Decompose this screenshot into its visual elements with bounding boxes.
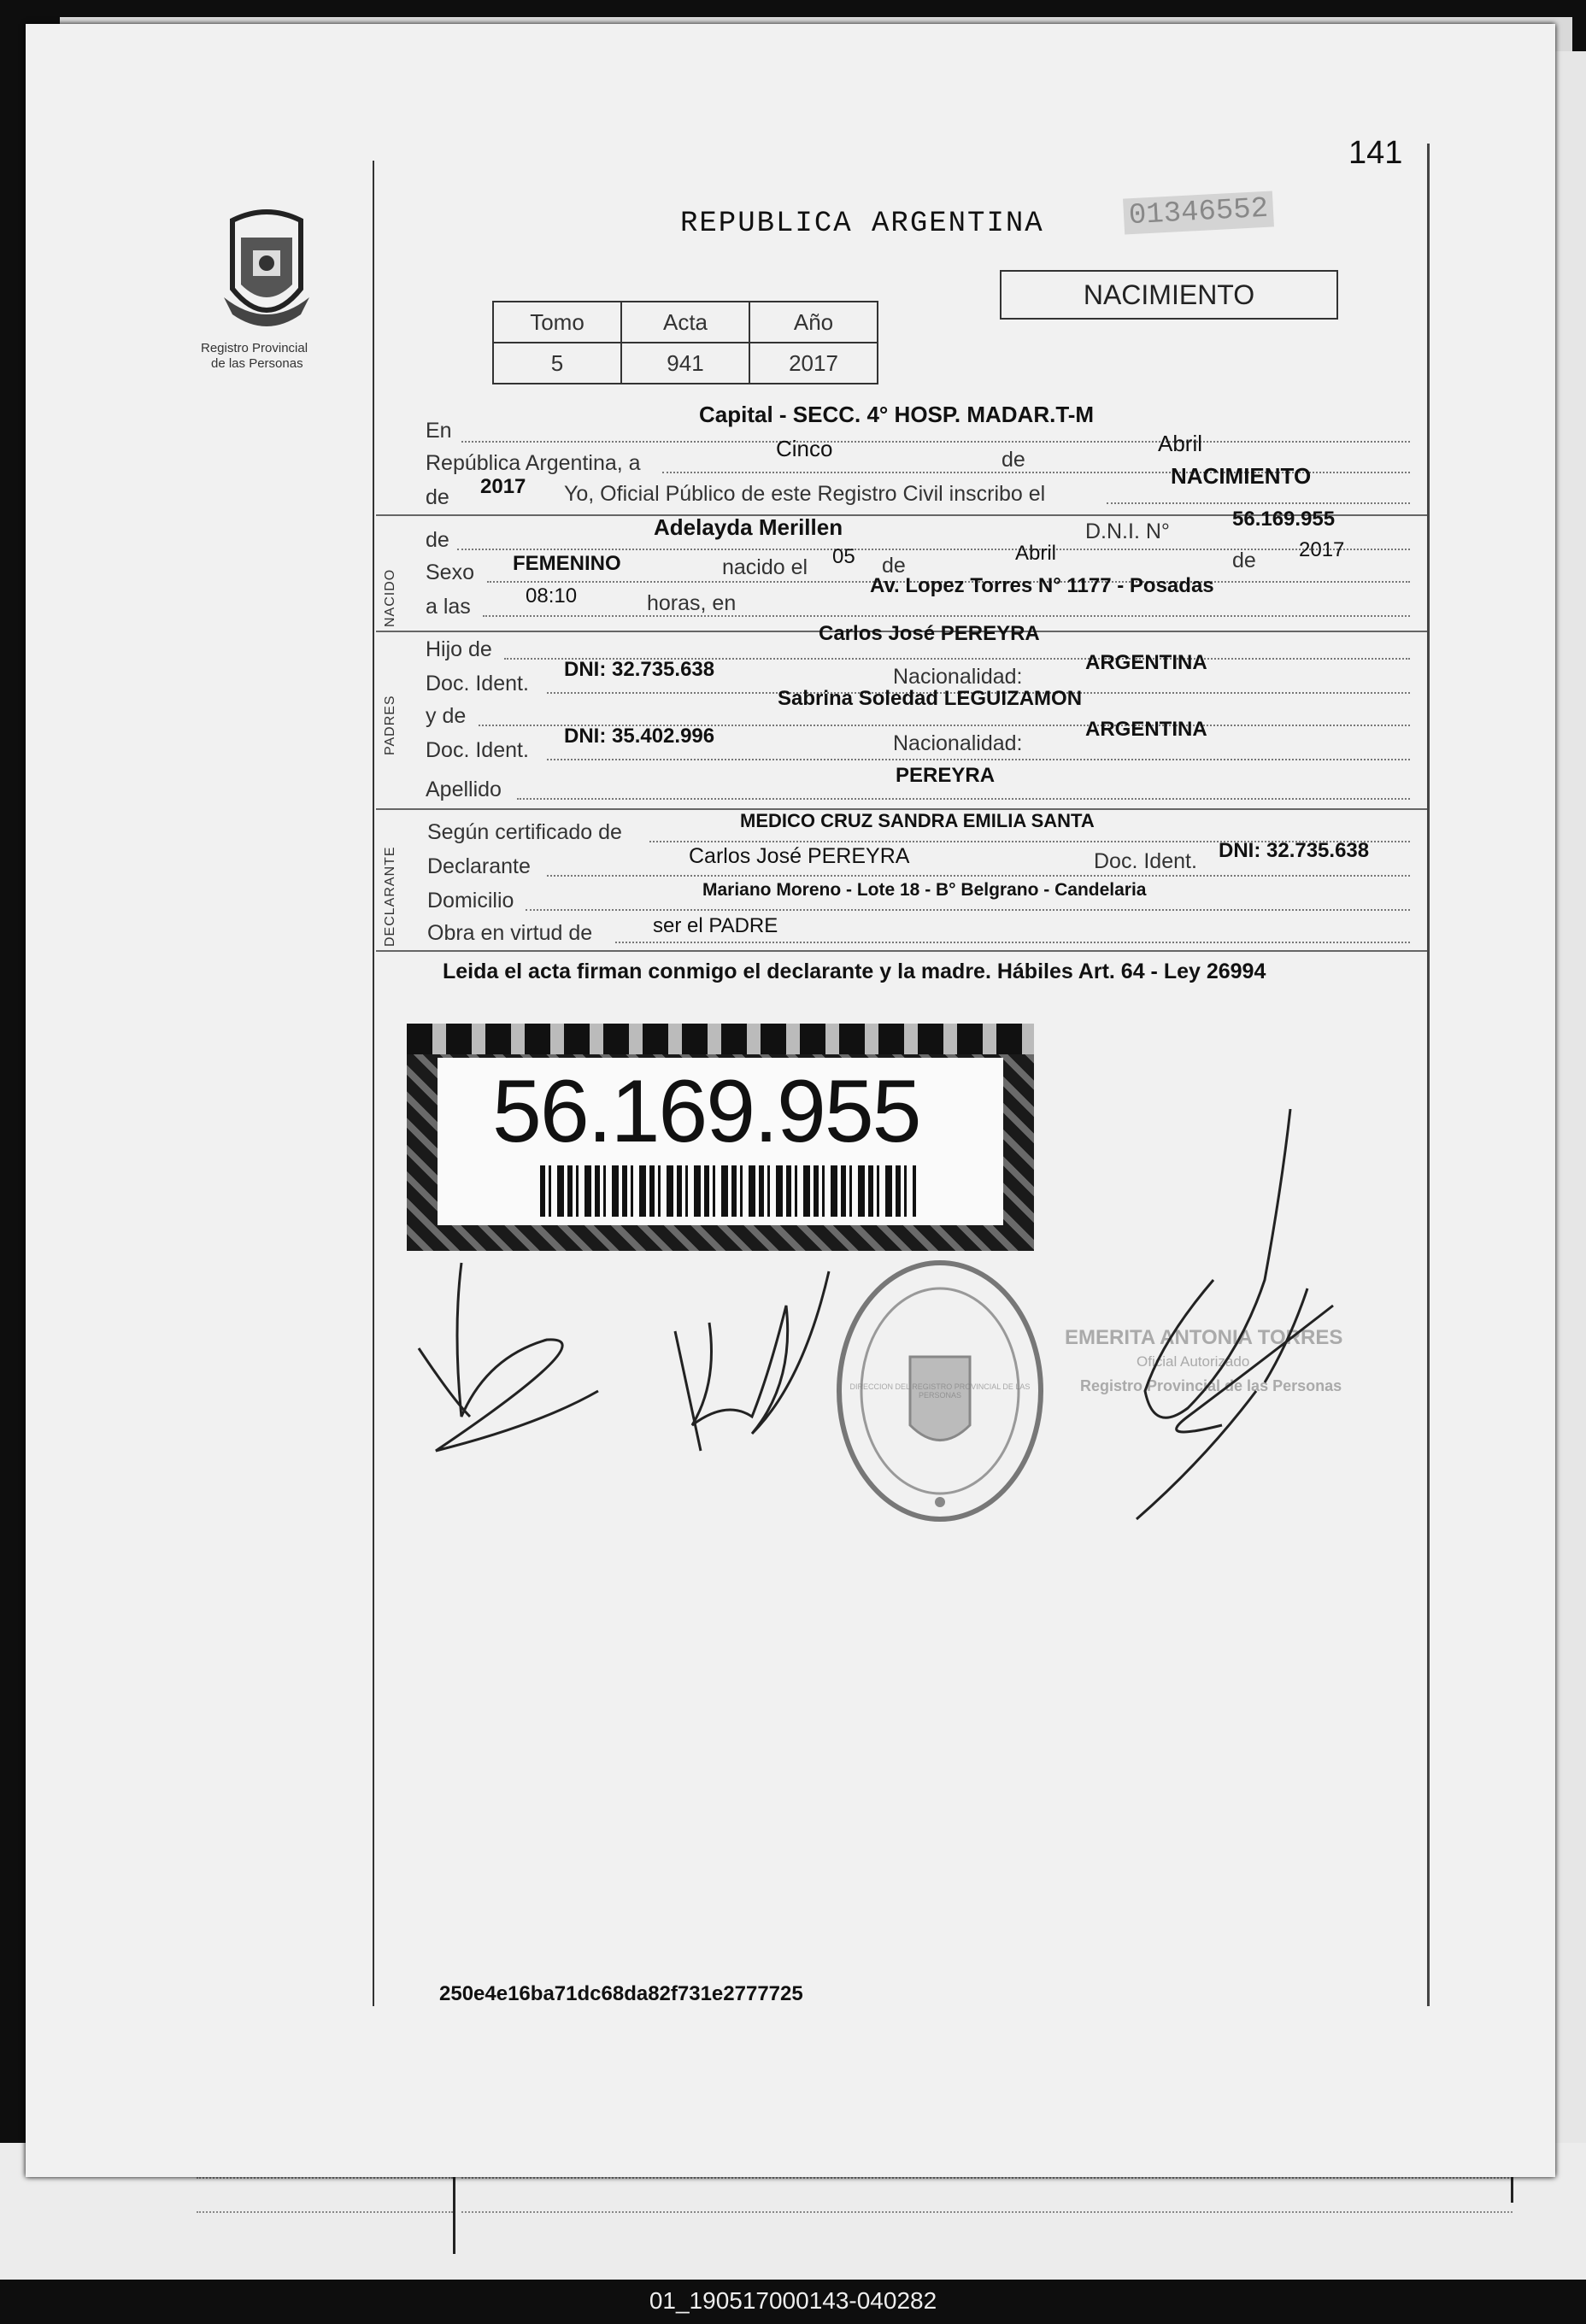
round-seal-text: DIRECCION DEL REGISTRO PROVINCIAL DE LAS PERSONAS <box>849 1382 1031 1400</box>
record-type-box <box>1000 270 1338 320</box>
label-obra: Obra en virtud de <box>427 921 593 945</box>
child-name: Adelayda Merillen <box>654 514 843 540</box>
closing-text: Leida el acta firman conmigo el declarante y la madre. Hábiles Art. 64 - Ley 26994 <box>443 960 1266 983</box>
label-de: de <box>1002 448 1025 472</box>
section-declarante: DECLARANTE <box>383 846 397 947</box>
birth-place: Av. Lopez Torres N° 1177 - Posadas <box>870 574 1214 597</box>
birth-year: 2017 <box>1299 538 1345 561</box>
id-sticker <box>407 1024 1034 1251</box>
label-de-3: de <box>1232 549 1256 572</box>
label-a-las: a las <box>426 595 471 619</box>
label-horas: horas, en <box>647 591 737 615</box>
table-header: Tomo <box>493 302 621 343</box>
label-domicilio: Domicilio <box>427 889 514 913</box>
mother-doc: DNI: 35.402.996 <box>564 725 715 748</box>
father-nationality: ARGENTINA <box>1085 651 1207 674</box>
label-sexo: Sexo <box>426 560 474 584</box>
signature-declarant <box>402 1254 641 1476</box>
label-doc-ident-2: Doc. Ident. <box>426 738 529 762</box>
label-hijo-de: Hijo de <box>426 637 492 661</box>
official-stamp-title: Oficial Autorizado <box>1137 1353 1250 1370</box>
year-value: 2017 <box>480 475 526 498</box>
serial-number: 01346552 <box>1123 191 1274 234</box>
inscribo-value: NACIMIENTO <box>1171 463 1312 489</box>
mother-nationality: ARGENTINA <box>1085 718 1207 741</box>
label-dni: D.N.I. N° <box>1085 519 1170 543</box>
table-cell: 5 <box>493 343 621 384</box>
record-table <box>492 301 878 384</box>
label-en: En <box>426 419 452 443</box>
document-hash: 250e4e16ba71dc68da82f731e2777725 <box>439 1982 803 2005</box>
barcode-icon <box>540 1165 916 1217</box>
obra-value: ser el PADRE <box>653 914 778 937</box>
table-cell: 941 <box>621 343 749 384</box>
province-seal-icon <box>215 203 318 340</box>
mother-name: Sabrina Soledad LEGUIZAMON <box>778 687 1083 710</box>
official-stamp-name: EMERITA ANTONIA TORRES <box>1065 1326 1343 1349</box>
table-header: Año <box>749 302 878 343</box>
label-declarante: Declarante <box>427 854 531 878</box>
sexo-value: FEMENINO <box>513 552 621 575</box>
domicilio-value: Mariano Moreno - Lote 18 - B° Belgrano - Candelaria <box>702 880 1147 900</box>
label-y-de: y de <box>426 704 467 728</box>
record-type: NACIMIENTO <box>1083 279 1255 310</box>
declarante-doc: DNI: 32.735.638 <box>1219 839 1370 862</box>
page-number: 141 <box>1348 135 1403 171</box>
right-margin-line <box>1427 144 1430 2006</box>
apellido-value: PEREYRA <box>896 764 996 787</box>
certificate-value: MEDICO CRUZ SANDRA EMILIA SANTA <box>740 810 1095 831</box>
section-nacido: NACIDO <box>383 568 397 627</box>
child-dni: 56.169.955 <box>1232 508 1336 531</box>
day-word: Cinco <box>776 436 833 461</box>
label-inscribo: Yo, Oficial Público de este Registro Civil inscribo el <box>564 482 1046 506</box>
label-apellido: Apellido <box>426 778 502 801</box>
label-nacido-el: nacido el <box>722 555 808 579</box>
certificate-page <box>26 24 1555 2177</box>
place-value: Capital - SECC. 4° HOSP. MADAR.T-M <box>699 402 1095 427</box>
birth-time: 08:10 <box>526 584 578 607</box>
signature-mother <box>649 1254 855 1476</box>
official-stamp-office: Registro Provincial de las Personas <box>1080 1377 1342 1394</box>
declarante-name: Carlos José PEREYRA <box>689 844 910 868</box>
registry-label-1: Registro Provincial <box>201 341 308 355</box>
label-nacionalidad: Nacionalidad: <box>893 665 1023 689</box>
father-doc: DNI: 32.735.638 <box>564 658 715 681</box>
father-name: Carlos José PEREYRA <box>819 622 1040 645</box>
label-doc-ident: Doc. Ident. <box>426 672 529 695</box>
label-doc-ident-3: Doc. Ident. <box>1094 849 1197 873</box>
label-republica: República Argentina, a <box>426 451 641 475</box>
official-round-seal <box>829 1254 1051 1528</box>
table-cell: 2017 <box>749 343 878 384</box>
sticker-label <box>438 1058 1003 1225</box>
month-value: Abril <box>1158 431 1203 456</box>
country-title: REPUBLICA ARGENTINA <box>680 208 1044 240</box>
registry-label-2: de las Personas <box>211 356 303 371</box>
birth-day: 05 <box>832 545 855 568</box>
table-header: Acta <box>621 302 749 343</box>
label-certificado: Según certificado de <box>427 820 622 844</box>
label-de-year: de <box>426 485 449 509</box>
label-de-2: de <box>882 554 906 578</box>
section-padres: PADRES <box>383 695 397 755</box>
file-label: 01_190517000143-040282 <box>0 2280 1586 2324</box>
sticker-number: 56.169.955 <box>492 1062 920 1161</box>
left-margin-line <box>373 161 374 2006</box>
label-nacionalidad-2: Nacionalidad: <box>893 731 1023 755</box>
label-de: de <box>426 528 449 552</box>
signature-official <box>1085 1083 1342 1536</box>
birth-month: Abril <box>1015 542 1057 565</box>
